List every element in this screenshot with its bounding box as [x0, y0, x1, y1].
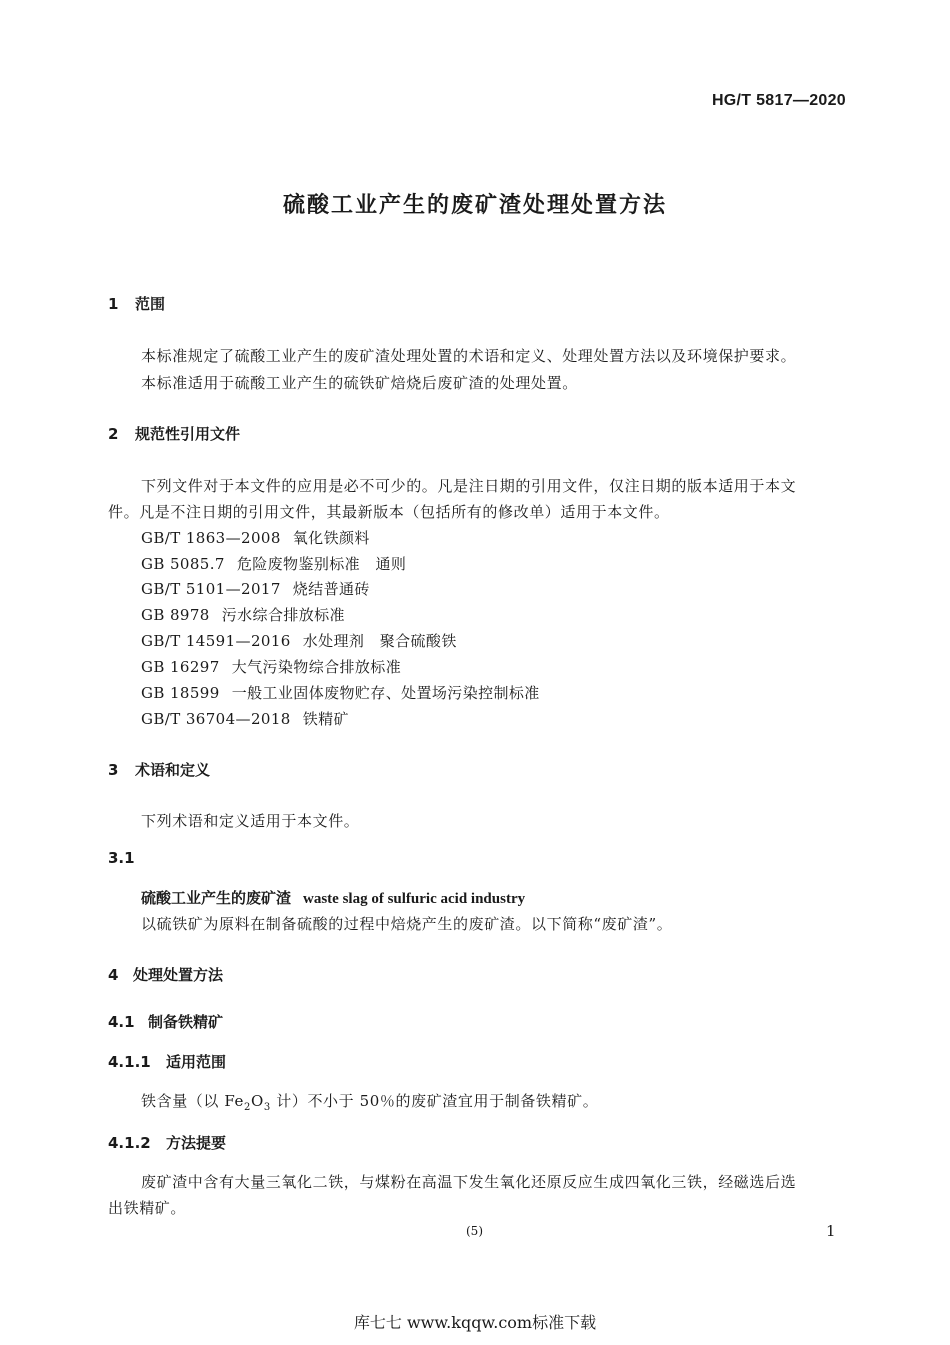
- section-number: 4.1.2: [108, 1134, 151, 1152]
- term-chinese: 硫酸工业产生的废矿渣: [141, 889, 292, 907]
- reference-code: GB 16297: [141, 658, 220, 676]
- section-1-heading: [108, 293, 165, 314]
- reference-item: [141, 553, 406, 574]
- section-number: 4.1: [108, 1013, 135, 1031]
- section-title: 处理处置方法: [133, 966, 224, 984]
- reference-code: GB/T 14591—2016: [141, 632, 291, 650]
- reference-code: GB/T 1863—2008: [141, 529, 281, 547]
- reference-name: 烧结普通砖: [292, 580, 370, 598]
- subsection-4-1-2-heading: [108, 1132, 226, 1153]
- reference-item: [141, 604, 345, 625]
- reference-name: 水处理剂 聚合硫酸铁: [302, 632, 457, 650]
- page-mark: (5): [466, 1224, 483, 1238]
- normative-refs-paragraph-line-1: 下列文件对于本文件的应用是必不可少的。凡是注日期的引用文件，仅注日期的版本适用于本文: [141, 477, 797, 495]
- standard-code: HG/T 5817—2020: [711, 92, 846, 109]
- reference-item: [141, 527, 370, 548]
- normative-refs-paragraph-line-2: 件。凡是不注日期的引用文件，其最新版本（包括所有的修改单）适用于本文件。: [108, 503, 670, 521]
- section-4-heading: [108, 964, 223, 985]
- reference-name: 氧化铁颜料: [292, 529, 370, 547]
- section-number: 4.1.1: [108, 1053, 151, 1071]
- reference-code: GB/T 36704—2018: [141, 710, 291, 728]
- reference-name: 铁精矿: [302, 710, 349, 728]
- reference-code: GB 5085.7: [141, 555, 225, 573]
- reference-name: 危险废物鉴别标准 通则: [236, 555, 407, 573]
- text-part: 铁含量（以 Fe: [141, 1092, 245, 1110]
- term-entry: [141, 887, 525, 908]
- method-summary-line-1: 废矿渣中含有大量三氧化二铁，与煤粉在高温下发生氧化还原反应生成四氧化三铁，经磁选后选: [141, 1173, 797, 1191]
- reference-item: [141, 656, 401, 677]
- term-english: waste slag of sulfuric acid industry: [303, 891, 526, 907]
- reference-name: 污水综合排放标准: [221, 606, 345, 624]
- reference-code: GB 8978: [141, 606, 210, 624]
- term-definition: 以硫铁矿为原料在制备硫酸的过程中焙烧产生的废矿渣。以下简称“废矿渣”。: [141, 915, 673, 933]
- footer-watermark-text: 库七七 www.kqqw.com标准下载: [353, 1313, 597, 1332]
- scope-paragraph-1: 本标准规定了硫酸工业产生的废矿渣处理处置的术语和定义、处理处置方法以及环境保护要求。: [141, 347, 797, 365]
- method-summary-line-2: 出铁精矿。: [108, 1199, 187, 1217]
- reference-item: [141, 630, 457, 651]
- section-title: 适用范围: [166, 1053, 227, 1071]
- section-title: 制备铁精矿: [148, 1013, 224, 1031]
- section-title: 术语和定义: [135, 761, 211, 779]
- reference-name: 大气污染物综合排放标准: [231, 658, 402, 676]
- reference-item: [141, 708, 349, 729]
- section-title: 规范性引用文件: [135, 425, 241, 443]
- subscript: 3: [263, 1102, 271, 1113]
- section-title: 范围: [135, 295, 166, 313]
- section-2-heading: [108, 423, 240, 444]
- scope-paragraph-2: 本标准适用于硫酸工业产生的硫铁矿焙烧后废矿渣的处理处置。: [141, 374, 578, 392]
- terms-intro-paragraph: 下列术语和定义适用于本文件。: [141, 812, 360, 830]
- reference-name: 一般工业固体废物贮存、处置场污染控制标准: [231, 684, 540, 702]
- reference-item: [141, 682, 540, 703]
- section-title: 方法提要: [166, 1134, 227, 1152]
- reference-code: GB/T 5101—2017: [141, 580, 281, 598]
- section-number: 4: [108, 966, 119, 984]
- section-3-heading: [108, 759, 210, 780]
- text-part: 计）不小于 50％的废矿渣宜用于制备铁精矿。: [270, 1092, 599, 1110]
- section-number: 1: [108, 295, 119, 313]
- reference-item: [141, 578, 370, 599]
- text-part: O: [251, 1092, 264, 1110]
- subsection-4-1-heading: [108, 1011, 223, 1032]
- page-number: 1: [826, 1222, 836, 1240]
- subsection-4-1-1-heading: [108, 1051, 226, 1072]
- section-number: 3: [108, 761, 119, 779]
- iron-content-paragraph: [141, 1090, 598, 1113]
- section-number: 2: [108, 425, 119, 443]
- reference-code: GB 18599: [141, 684, 220, 702]
- document-title: 硫酸工业产生的废矿渣处理处置方法: [282, 193, 667, 218]
- subscript: 2: [244, 1102, 252, 1113]
- subsection-number-3-1: 3.1: [108, 849, 135, 867]
